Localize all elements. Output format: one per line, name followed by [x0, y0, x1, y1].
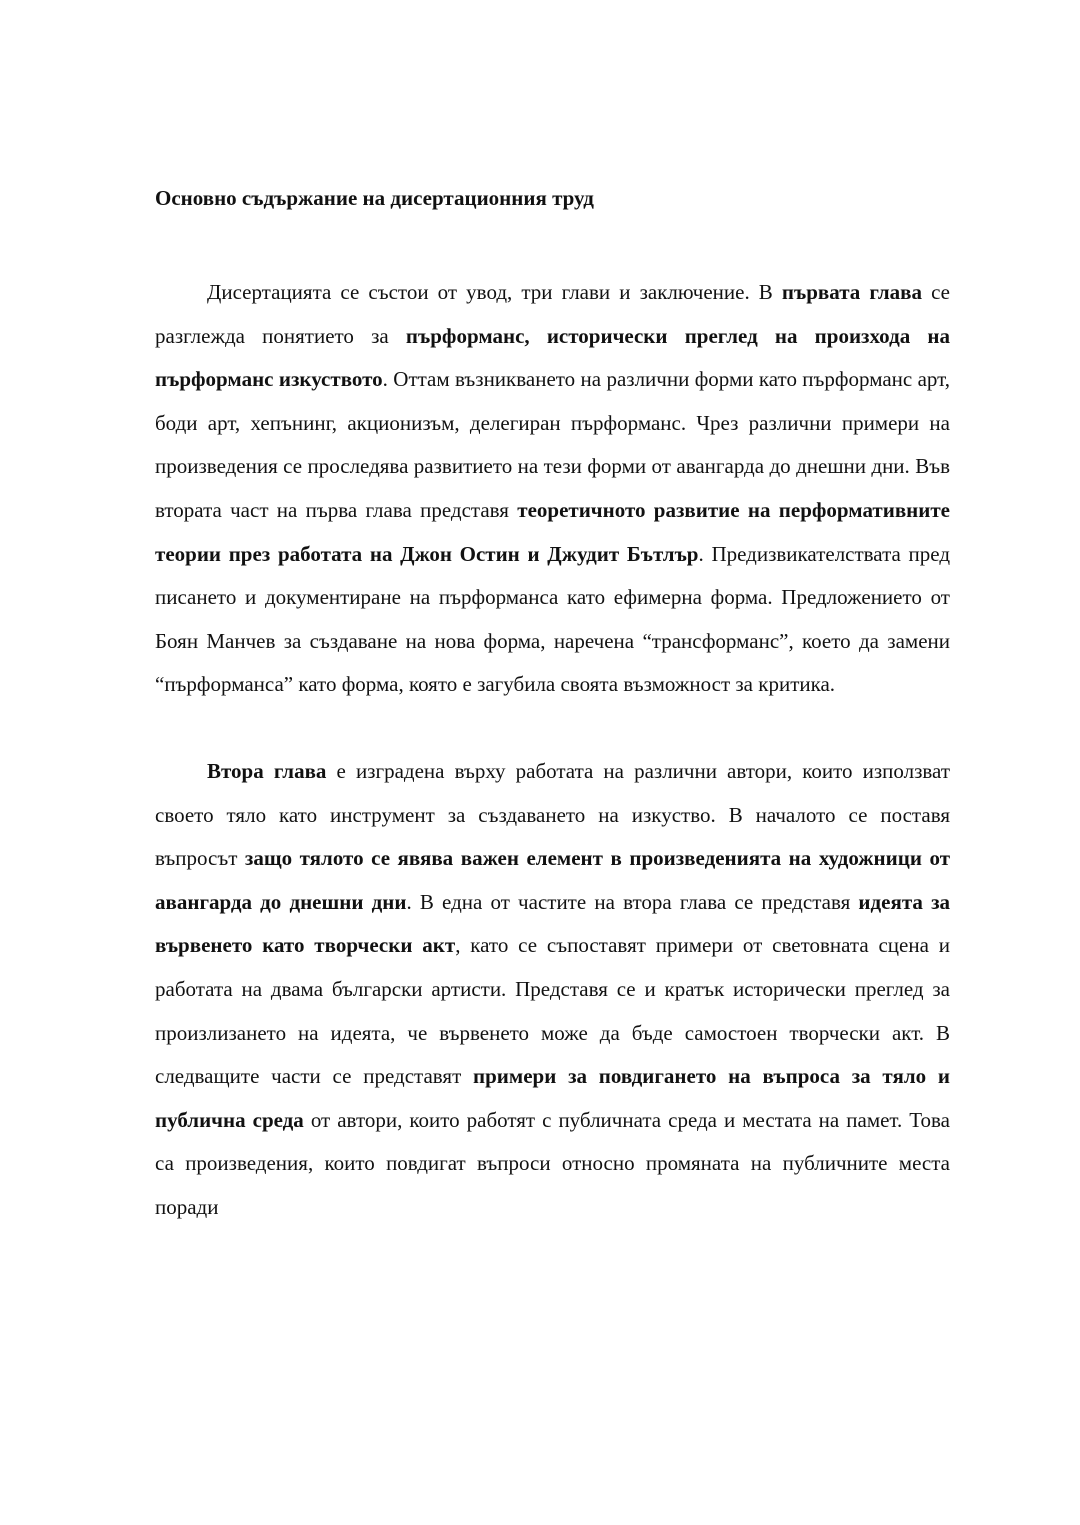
text-segment: е изградена върху работата на различни автори, които използват своето тяло като инструмент за създаването на изкуство. В началото се поставя въпросът: [155, 758, 950, 871]
paragraph-chapter-one: [155, 271, 950, 707]
text-segment: се разглежда понятието за: [155, 280, 950, 348]
document-page: [155, 183, 950, 1229]
text-segment-bold: първата глава: [781, 280, 922, 304]
text-segment: , като се съпоставят примери от световната сцена и работата на двама български артисти. Представя се и кратък исторически преглед за произлизането на идеята, че вървенето може да бъде самостоен творчески акт. В следващите части се представят: [155, 933, 951, 1089]
text-segment: . Предизвикателствата пред писането и документиране на пърформанса като ефимерна форма. Предложението от Боян Манчев за създаване на нова форма, наречена “трансформанс”, което да замени “пърформанса” като форма, която е загубила своята възможност за критика.: [155, 541, 951, 697]
text-segment: от автори, които работят с публичната среда и местата на памет. Това са произведения, които повдигат въпроси относно промяната на публичните места поради: [155, 1107, 950, 1219]
text-segment-bold: защо тялото се явява важен елемент в произведенията на художници от авангарда до днешни дни: [155, 846, 951, 914]
section-heading: Основно съдържание на дисертационния труд: [155, 186, 594, 210]
text-segment: . Оттам възникването на различни форми като пърформанс арт, боди арт, хепънинг, акционизъм, делегиран пърформанс. Чрез различни примери на произведения се проследява развитието на тези форми от авангарда до днешни дни. Във втората част на първа глава представя: [155, 367, 950, 522]
text-segment: . В една от частите на втора глава се представя: [406, 889, 859, 914]
text-segment-bold: Втора глава: [207, 758, 327, 783]
text-segment-bold: теоретичното развитие на перформативните теории през работата на Джон Остин и Джудит Бътлър: [155, 497, 950, 566]
text-segment-bold: пърформанс, исторически преглед на произхода на пърформанс изкуството: [155, 323, 950, 392]
text-segment-bold: примери за повдигането на въпроса за тяло и публична среда: [155, 1064, 950, 1132]
paragraph-chapter-two: [155, 750, 950, 1230]
text-segment: Дисертацията се състои от увод, три глави и заключение. В: [207, 280, 782, 304]
text-segment-bold: идеята за вървенето като творчески акт: [155, 889, 951, 958]
